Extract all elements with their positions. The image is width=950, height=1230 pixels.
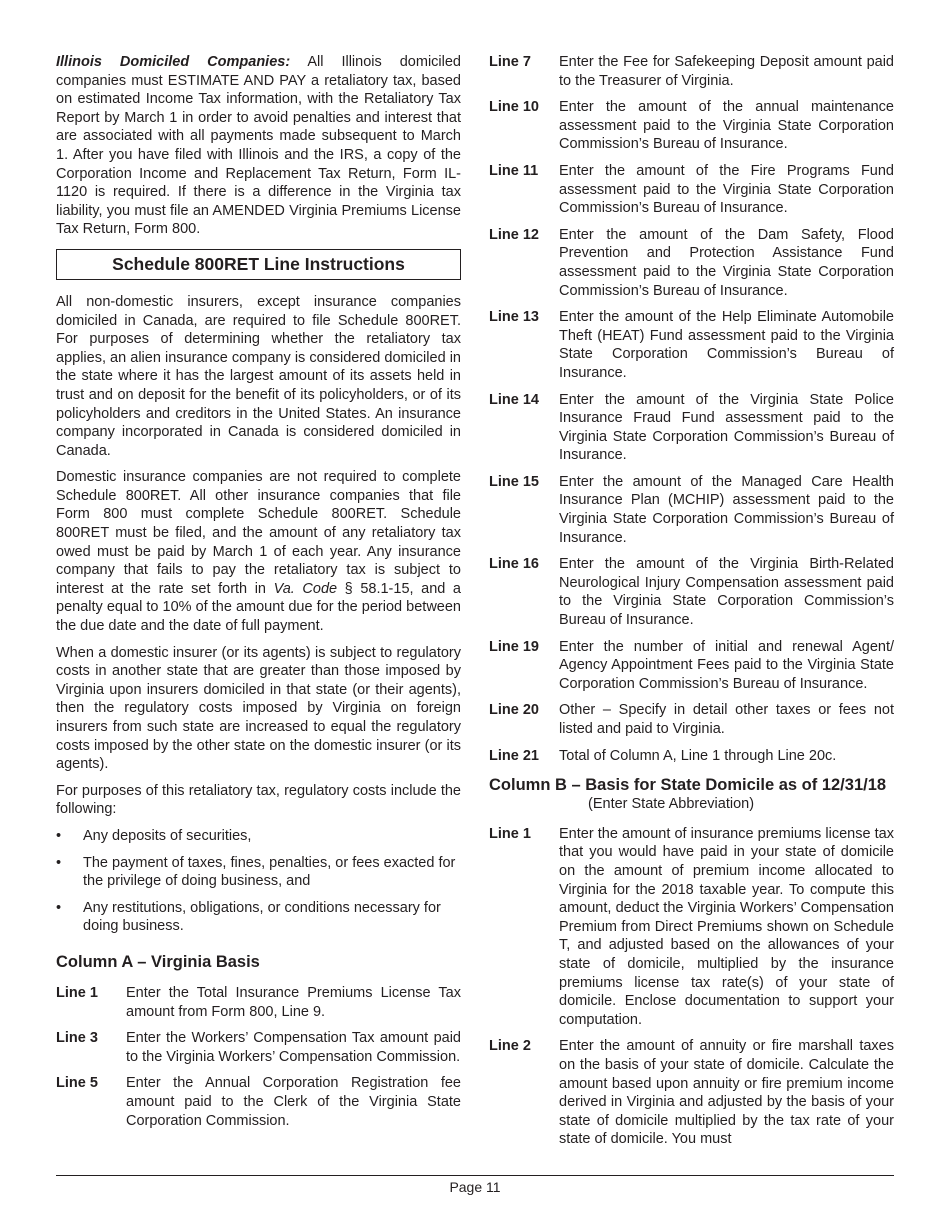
footer-rule [56,1175,894,1176]
line-text: Enter the amount of the annual maintenance assessment paid to the Virginia State Corporation Commission’s Bureau of Insurance. [559,99,894,153]
line-instruction [489,825,894,1030]
left-column [56,53,461,1138]
line-instruction [489,226,894,300]
line-text: Enter the number of initial and renewal Agent/ Agency Appointment Fees paid to the Virginia State Corporation Commission’s Bureau of Insurance. [559,638,894,692]
line-instruction [489,555,894,629]
line-label: Line 20 [489,702,539,719]
paragraph-domestic-text-1: Domestic insurance companies are not required to complete Schedule 800RET. All other insurance companies that file Form 800 must complete Schedule 800RET. Schedule 800RET must be filed, and the amount of any retaliatory tax owed must be paid by March 1 of each year. Any insurance company that fails to pay the retaliatory tax is subject to interest at the rate set forth in [56,469,461,597]
line-instruction [489,162,894,218]
line-instruction [489,638,894,694]
line-label: Line 13 [489,309,539,326]
line-label: Line 10 [489,99,539,116]
line-label: Line 1 [56,984,98,1001]
column-b-heading: Column B – Basis for State Domicile as of 12/31/18 [489,776,887,795]
line-text: Enter the amount of the Dam Safety, Flood Prevention and Protection Assistance Fund assessment paid to the Virginia State Corporation Commission’s Bureau of Insurance. [559,226,894,299]
illinois-lead: Illinois Domiciled Companies: [56,54,291,70]
page-number: Page 11 [449,1179,501,1195]
list-item [56,899,461,936]
line-instruction [56,1029,461,1066]
illinois-paragraph [56,53,461,239]
line-instruction [489,308,894,382]
line-instruction [56,984,461,1021]
line-label: Line 1 [489,825,531,842]
bullet-glyph: • [56,827,62,844]
line-label: Line 16 [489,556,539,573]
line-instruction [489,1037,894,1149]
line-label: Line 2 [489,1038,531,1055]
line-instruction [489,473,894,547]
line-instruction [489,98,894,154]
line-label: Line 3 [56,1030,98,1047]
line-text: Enter the amount of insurance premiums license tax that you would have paid in your state of domicile on the amount of premium income allocated to Virginia for the 2018 taxable year. To compute this amount, deduct the Virginia Workers’ Compensation Premium from Direct Premiums shown on Schedule T, and adjusted based on the allowances of your state of domicile, multiplied by the insurance premiums license tax rate(s) of your state of domicile. Enclose documentation to support your computation. [559,825,894,1028]
schedule-title-box: Schedule 800RET Line Instructions [56,249,461,280]
line-label: Line 7 [489,54,531,70]
line-instruction [489,701,894,738]
column-b-subheading: (Enter State Abbreviation) [588,796,755,813]
line-instruction [56,1074,461,1130]
line-text: Enter the Workers’ Compensation Tax amount paid to the Virginia Workers’ Compensation Commission. [126,1030,461,1065]
line-text: Enter the amount of the Fire Programs Fund assessment paid to the Virginia State Corporation Commission’s Bureau of Insurance. [559,162,894,217]
line-instruction [489,391,894,465]
list-item-text: The payment of taxes, fines, penalties, or fees exacted for the privilege of doing business, and [83,854,456,890]
paragraph-domestic [56,468,461,635]
line-text: Other – Specify in detail other taxes or fees not listed and paid to Virginia. [559,702,894,737]
bullet-glyph: • [56,854,62,871]
list-item-text: Any restitutions, obligations, or conditions necessary for doing business. [83,899,441,935]
line-label: Line 21 [489,747,539,764]
bullet-glyph: • [56,899,62,916]
illinois-text: All Illinois domiciled companies must ESTIMATE AND PAY a retaliatory tax, based on estimated Income Tax information, with the Retaliatory Tax Report by March 1 in order to avoid penalties and interest that are associated with all payments made subsequent to March 1. After you have filed with Illinois and the IRS, a copy of the Corporation Income and Replacement Tax Return, Form IL-1120 is required. If there is a difference in the Virginia tax liability, you must file an AMENDED Virginia Premiums License Tax Return, Form 800. [56,54,461,238]
va-code-citation: Va. Code [273,580,338,597]
line-label: Line 11 [489,162,539,179]
line-label: Line 12 [489,226,539,243]
line-text: Enter the amount of the Virginia Birth-Related Neurological Injury Compensation assessment paid to the Virginia State Corporation Commission’s Bureau of Insurance. [559,556,894,629]
line-label: Line 14 [489,391,539,408]
list-item-text: Any deposits of securities, [83,827,252,844]
paragraph-non-domestic: All non-domestic insurers, except insurance companies domiciled in Canada, are required to file Schedule 800RET. For purposes of determining whether the retaliatory tax applies, an alien insurance company is considered domiciled in the state where it has the largest amount of its assets held in trust and on deposit for the benefit of its policyholders, or of its policyholders and creditors in the United States. An insurance company incorporated in Canada is considered domiciled in Canada. [56,293,461,459]
column-a-heading: Column A – Virginia Basis [56,952,260,971]
line-text: Enter the amount of the Virginia State Police Insurance Fraud Fund assessment paid to the Virginia State Corporation Commission’s Bureau of Insurance. [559,391,894,464]
line-text: Enter the Annual Corporation Registration fee amount paid to the Clerk of the Virginia State Corporation Commission. [126,1075,461,1129]
right-column [489,53,894,1157]
paragraph-purposes: For purposes of this retaliatory tax, regulatory costs include the following: [56,782,461,818]
regulatory-cost-list [56,827,461,936]
line-text: Enter the amount of the Managed Care Health Insurance Plan (MCHIP) assessment paid to the Virginia State Corporation Commission’s Bureau of Insurance. [559,473,894,546]
line-text: Enter the Total Insurance Premiums License Tax amount from Form 800, Line 9. [126,984,461,1020]
line-text: Enter the amount of the Help Eliminate Automobile Theft (HEAT) Fund assessment paid to the Virginia State Corporation Commission’s Bureau of Insurance. [559,309,894,381]
line-text: Enter the amount of annuity or fire marshall taxes on the basis of your state of domicile. Calculate the amount based upon annuity or fire premium income derived in Virginia and adjusted by the basis of your state of domicile multiplied by the tax rate of your state of domicile. You must [559,1038,894,1148]
line-label: Line 19 [489,638,539,655]
line-instruction [489,53,894,90]
line-instruction [489,747,894,766]
line-label: Line 15 [489,473,539,490]
paragraph-regulatory-costs: When a domestic insurer (or its agents) is subject to regulatory costs in another state that are greater than those imposed by Virginia upon insurers domiciled in that state (or their agents), then the regulatory costs imposed by Virginia on foreign insurers from such state are increased to equal the regulatory costs imposed by the other state on the domestic insurer (or its agents). [56,644,461,773]
line-text: Enter the Fee for Safekeeping Deposit amount paid to the Treasurer of Virginia. [559,54,894,89]
line-label: Line 5 [56,1075,98,1092]
list-item [56,827,461,846]
paragraph-domestic-text-2: § 58.1-15, and a penalty equal to 10% of the amount due for the period between the due date and the date of full payment. [56,580,461,635]
list-item [56,854,461,891]
line-text: Total of Column A, Line 1 through Line 20c. [559,747,837,764]
